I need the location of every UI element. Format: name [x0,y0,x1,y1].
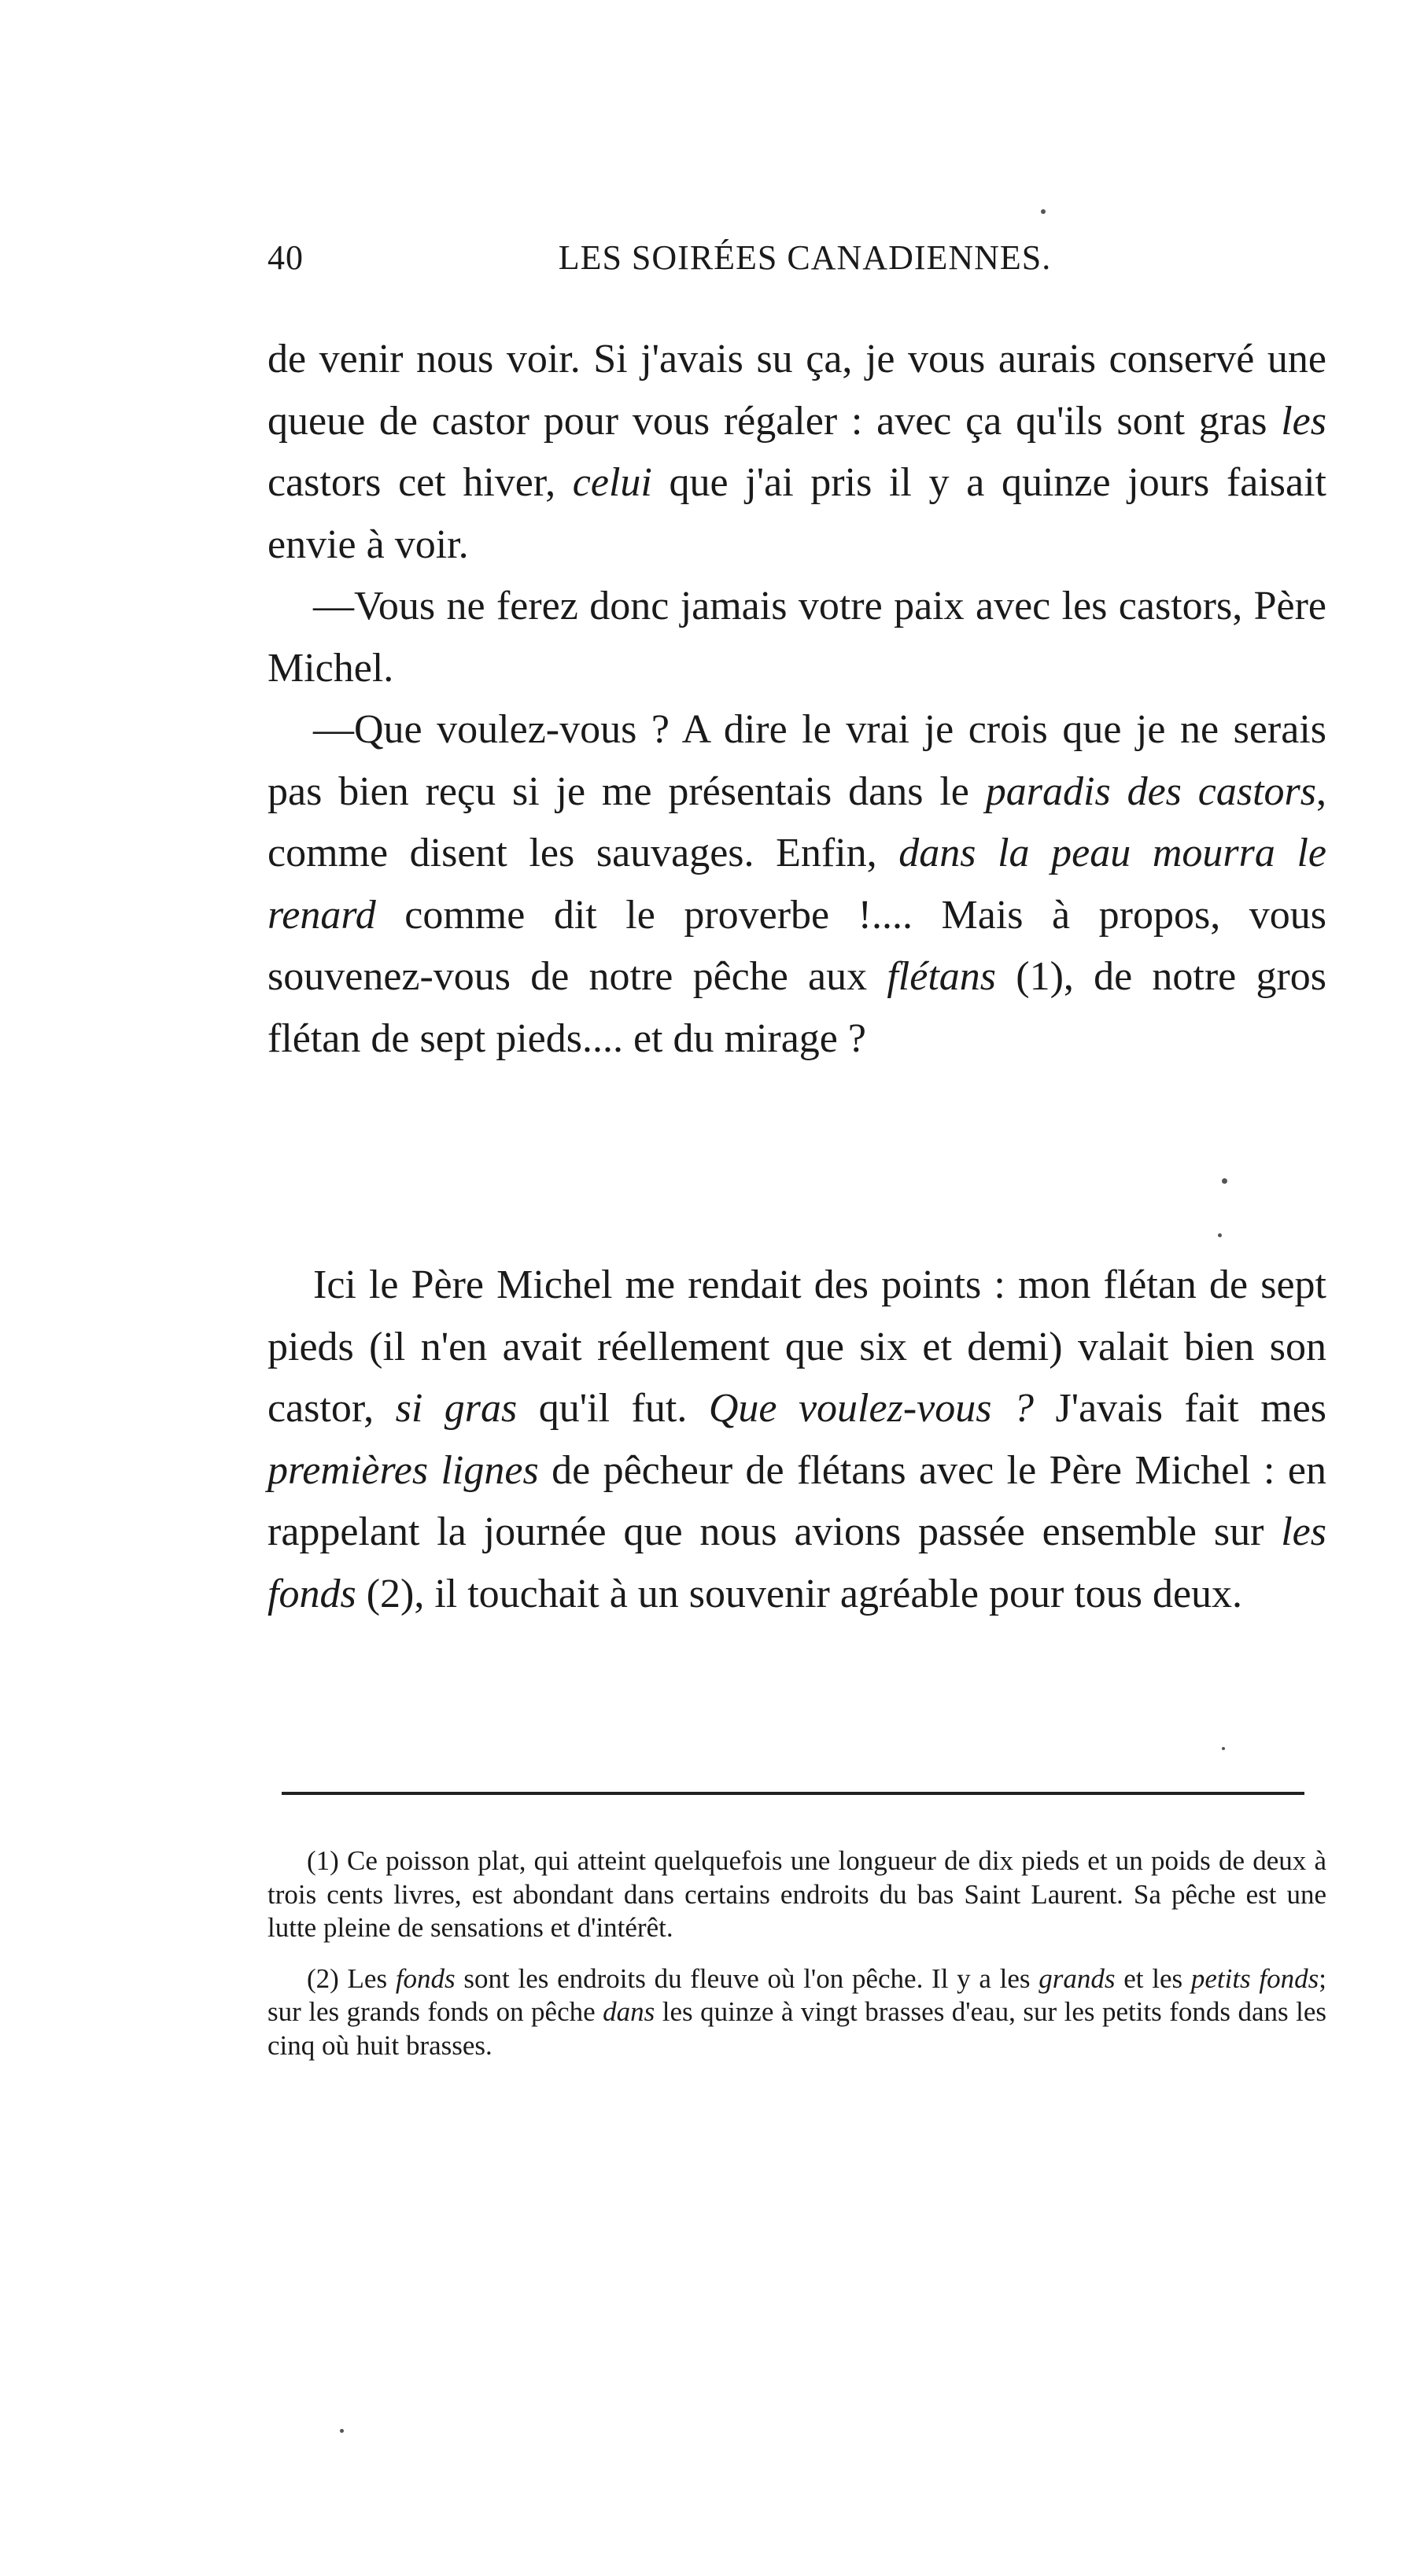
italic-emphasis: grands [1038,1962,1116,1994]
footnote-divider [282,1792,1304,1795]
print-speck [1041,209,1046,214]
narrative-section [267,1255,1326,1625]
running-head [267,230,1326,285]
italic-proverb: dans la peau mourra le renard [267,831,1326,938]
italic-emphasis: paradis des castors [985,768,1316,814]
print-speck [1222,1747,1225,1750]
italic-emphasis: fonds [395,1962,456,1994]
print-speck [340,2429,344,2433]
italic-emphasis: flétans [887,954,997,999]
italic-emphasis: celui [572,460,652,505]
italic-emphasis: les fonds [267,1509,1326,1616]
footnote-1: (1) Ce poisson plat, qui atteint quelquefois une longueur de dix pieds et un poids de deux à trois cents livres, est abondant dans certains endroits du bas Saint Laurent. Sa pêche est une lutte pleine de sensations et d'intérêt. [267,1845,1326,1943]
dialogue-line-narrator: —Vous ne ferez donc jamais votre paix avec les castors, Père Michel. [267,584,1326,691]
narrative-paragraph: Ici le Père Michel me rendait des points : mon flétan de sept pieds (il n'en avait réellement que six et demi) valait bien son castor, si gras qu'il fut. Que voulez-vous ? J'avais fait mes premières lignes de pêcheur de flétans avec le Père Michel : en rappelant la journée que nous avions passée ensemble sur les fonds (2), il touchait à un souvenir agréable pour tous deux. [267,1262,1327,1616]
dialogue-section [267,329,1326,1070]
footnote-2: (2) Les fonds sont les endroits du fleuve où l'on pêche. Il y a les grands et les petits fonds; sur les grands fonds on pêche dans les quinze à vingt brasses d'eau, sur les petits fonds dans les cinq où huit brasses. [267,1962,1326,2061]
print-speck [1218,1233,1222,1237]
italic-emphasis: premières lignes [267,1447,539,1493]
italic-emphasis: les [1281,398,1326,444]
running-title: LES SOIRÉES CANADIENNES. [558,238,1052,277]
print-speck [1222,1178,1227,1184]
paragraph-continuation: de venir nous voir. Si j'avais su ça, je vous aurais conservé une queue de castor pour vous régaler : avec ça qu'ils sont gras les castors cet hiver, celui que j'ai pris il y a quinze jours faisait envie à voir. [267,337,1327,567]
italic-emphasis: dans [603,1996,655,2027]
dialogue-line-michel: —Que voulez-vous ? A dire le vrai je crois que je ne serais pas bien reçu si je me présentais dans le paradis des castors, comme disent les sauvages. Enfin, dans la peau mourra le renard comme dit le proverbe !.... Mais à propos, vous souvenez-vous de notre pêche aux flétans (1), de notre gros flétan de sept pieds.... et du mirage ? [267,707,1327,1061]
italic-emphasis: Que voulez-vous ? [708,1386,1034,1431]
footnotes [267,1844,1326,2080]
page-number: 40 [267,238,304,277]
italic-emphasis: petits fonds [1190,1962,1319,1994]
italic-emphasis: si gras [395,1386,518,1431]
